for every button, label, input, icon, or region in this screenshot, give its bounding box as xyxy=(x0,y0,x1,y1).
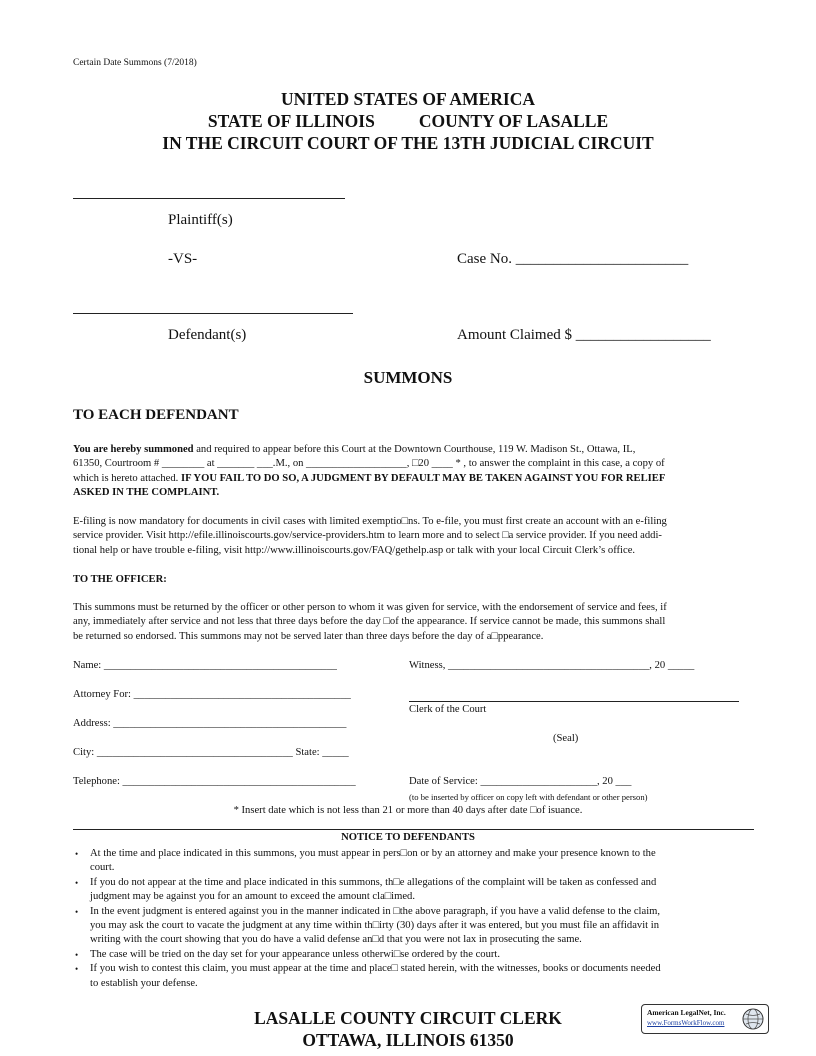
notice-item-1 xyxy=(73,847,753,876)
notice-item-3-line-3: writing with the court showing that you do have a valid defense an□d that you were not lax in prosecuting the same. xyxy=(90,934,582,946)
witness-field[interactable]: Witness, ______________________________________, 20 _____ xyxy=(409,660,695,671)
telephone-field[interactable]: Telephone: ____________________________________________ xyxy=(73,776,356,787)
officer-line2: any, immediately after service and not less that three days before the day □of the appearance. If service cannot be made, this summons shall xyxy=(73,616,666,628)
notice-item-5-line-2: to establish your defense. xyxy=(90,977,198,989)
logo-url[interactable]: www.FormsWorkFlow.com xyxy=(647,1019,725,1027)
notice-item-2 xyxy=(73,876,753,905)
header-state-county xyxy=(0,111,816,132)
notice-divider xyxy=(73,829,754,830)
summons-paragraph xyxy=(73,443,753,501)
defendant-line[interactable] xyxy=(73,313,353,314)
notice-item-2-line-1: • If you do not appear at the time and place indicated in this summons, th□e allegations of the complaint will be taken as confessed and xyxy=(90,876,657,888)
header-state: STATE OF ILLINOIS xyxy=(207,111,375,131)
vs-label: -VS- xyxy=(168,251,198,267)
notice-item-3-line-2: you may ask the court to vacate the judgment at any time within th□irty (30) days after it was entered, but you must file an affidavit in xyxy=(90,920,659,932)
efiling-paragraph xyxy=(73,515,753,558)
plaintiff-line[interactable] xyxy=(73,198,345,199)
summons-line3: which is hereto attached. xyxy=(73,472,181,484)
officer-line1: This summons must be returned by the officer or other person to whom it was given for service, with the endorsement of service and fees, if xyxy=(73,602,667,613)
defendant-label: Defendant(s) xyxy=(168,327,247,343)
notice-item-3-line-1: • In the event judgment is entered against you in the manner indicated in □the above paragraph, if you have a valid defense to the claim, xyxy=(90,905,661,917)
amount-claimed-field[interactable]: Amount Claimed $ __________________ xyxy=(457,327,711,343)
officer-line3: be returned so endorsed. This summons may not be served later than three days before the day of a□ppearance. xyxy=(73,630,544,642)
efiling-line2: service provider. Visit http://efile.illinoiscourts.gov/service-providers.htm to learn more and to select □a service provider. If you need addi- xyxy=(73,530,662,542)
form-id: Certain Date Summons (7/2018) xyxy=(73,58,197,68)
insert-by-officer-note: (to be inserted by officer on copy left with defendant or other person) xyxy=(409,792,648,802)
name-field[interactable]: Name: ____________________________________________ xyxy=(73,660,337,671)
summons-line1: and required to appear before this Court at the Downtown Courthouse, 119 W. Madison St., Ottawa, IL, xyxy=(193,444,636,455)
summons-line2[interactable]: 61350, Courtroom # ________ at _______ ___.M., on ___________________, □20 ____ * , to answer the complaint in this case, a copy of xyxy=(73,458,665,470)
american-legalnet-logo[interactable] xyxy=(641,1004,769,1034)
globe-icon xyxy=(742,1008,764,1030)
default-warning-end: ASKED IN THE COMPLAINT. xyxy=(73,487,220,499)
notice-item-2-line-2: judgment may be against you for an amount to exceed the amount cla□imed. xyxy=(90,891,415,903)
date-of-service-field[interactable]: Date of Service: ______________________, 20 ___ xyxy=(409,776,632,787)
notice-list xyxy=(73,847,753,991)
insert-date-note: * Insert date which is not less than 21 or more than 40 days after date □of isuance. xyxy=(233,805,583,816)
efiling-line3: tional help or have trouble e-filing, visit http://www.illinoiscourts.gov/FAQ/gethelp.asp or talk with your local Circuit Clerk’s office. xyxy=(73,544,636,556)
notice-item-1-line-1: • At the time and place indicated in this summons, you must appear in pers□on or by an attorney and make your presence known to the xyxy=(90,848,656,859)
address-field[interactable]: Address: ____________________________________________ xyxy=(73,718,347,729)
plaintiff-label: Plaintiff(s) xyxy=(168,212,233,228)
footer-city: OTTAWA, ILLINOIS 61350 xyxy=(302,1030,514,1050)
header-county: COUNTY OF LASALLE xyxy=(418,111,609,131)
city-state-field[interactable]: City: _____________________________________ State: _____ xyxy=(73,747,349,758)
attorney-for-field[interactable]: Attorney For: _________________________________________ xyxy=(73,689,351,700)
seal-label: (Seal) xyxy=(553,733,579,744)
logo-name: American LegalNet, Inc. xyxy=(647,1008,726,1017)
summons-title: SUMMONS xyxy=(363,368,453,387)
notice-item-5 xyxy=(73,962,753,991)
summoned-lead: You are hereby summoned xyxy=(73,444,194,455)
header-court: IN THE CIRCUIT COURT OF THE 13TH JUDICIAL CIRCUIT xyxy=(162,133,654,153)
notice-item-3 xyxy=(73,905,753,948)
notice-item-4 xyxy=(73,948,753,962)
to-each-defendant-heading: TO EACH DEFENDANT xyxy=(73,407,239,423)
efiling-line1: E-filing is now mandatory for documents in civil cases with limited exemptio□ns. To e-file, you must first create an account with an e-filing xyxy=(73,516,667,527)
notice-item-1-line-2: court. xyxy=(90,862,115,874)
clerk-of-court-label: Clerk of the Court xyxy=(409,704,487,715)
header-country: UNITED STATES OF AMERICA xyxy=(281,89,535,109)
notice-item-4-line-1: • The case will be tried on the day set for your appearance unless otherwi□se ordered by the court. xyxy=(90,948,500,960)
default-warning: IF YOU FAIL TO DO SO, A JUDGMENT BY DEFAULT MAY BE TAKEN AGAINST YOU FOR RELIEF xyxy=(180,472,666,484)
notice-item-5-line-1: • If you wish to contest this claim, you must appear at the time and place□ stated herein, with the witnesses, books or documents needed xyxy=(90,963,661,975)
notice-title: NOTICE TO DEFENDANTS xyxy=(341,832,475,843)
case-no-field[interactable]: Case No. _______________________ xyxy=(457,251,689,267)
to-officer-heading: TO THE OFFICER: xyxy=(73,574,167,585)
clerk-signature-line[interactable] xyxy=(409,701,739,702)
footer-clerk: LASALLE COUNTY CIRCUIT CLERK xyxy=(254,1008,562,1028)
officer-paragraph xyxy=(73,601,753,644)
